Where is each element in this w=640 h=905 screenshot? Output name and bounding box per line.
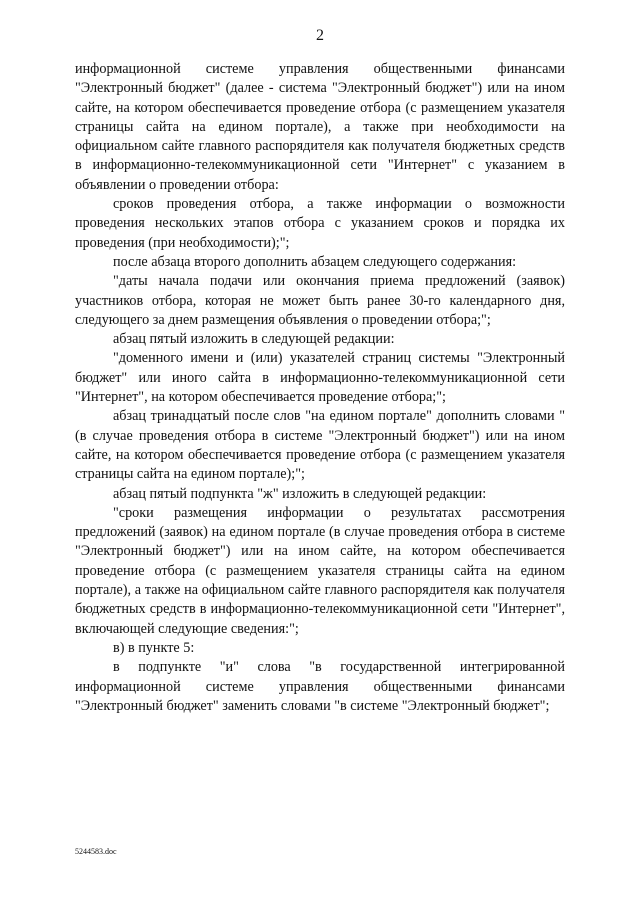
paragraph: абзац тринадцатый после слов "на едином портале" дополнить словами "(в случае проведения отбора в системе "Электронный бюджет") или на ином сайте, на котором обеспечивается проведение отбора (с размещением указателя страницы сайта на едином портале);"; xyxy=(75,408,565,483)
paragraph: сроков проведения отбора, а также информации о возможности проведения нескольких этапов отбора с указанием сроков и порядка их проведения (при необходимости);"; xyxy=(75,196,565,251)
document-code: 5244583.doc xyxy=(75,847,117,856)
paragraph: абзац пятый подпункта "ж" изложить в следующей редакции: xyxy=(113,485,487,502)
paragraph: информационной системе управления общественными финансами "Электронный бюджет" (далее - система "Электронный бюджет") или на ином сайте, на котором обеспечивается проведение отбора (с размещением указателя страницы сайта на едином портале), а также при необходимости на официальном сайте главного распорядителя как получателя бюджетных средств в информационно-телекоммуникационной сети "Интернет" с указанием в объявлении о проведении отбора: xyxy=(75,61,565,193)
paragraph: "сроки размещения информации о результатах рассмотрения предложений (заявок) на едином портале (в случае проведения отбора в системе "Электронный бюджет") или на ином сайте, на котором обеспечивается проведение отбора (с размещением указателя страницы сайта на едином портале), а также на официальном сайте главного распорядителя как получателя бюджетных средств в информационно-телекоммуникационной сети "Интернет", включающей следующие сведения:"; xyxy=(75,504,565,637)
paragraph: "доменного имени и (или) указателей страниц системы "Электронный бюджет" или иного сайта в информационно-телекоммуникационной сети "Интернет", на котором обеспечивается проведение отбора;"; xyxy=(75,350,565,406)
paragraph: в подпункте "и" слова "в государственной интегрированной информационной системе управления общественными финансами "Электронный бюджет" заменить словами "в системе "Электронный бюджет"; xyxy=(75,659,565,714)
page-number: 2 xyxy=(316,27,324,44)
document-body xyxy=(75,60,565,716)
paragraph: "даты начала подачи или окончания приема предложений (заявок) участников отбора, которая не может быть ранее 30-го календарного дня, следующего за днем размещения объявления о проведении отбора;"; xyxy=(75,273,565,328)
paragraph: в) в пункте 5: xyxy=(113,639,195,656)
paragraph: после абзаца второго дополнить абзацем следующего содержания: xyxy=(113,253,517,270)
paragraph: абзац пятый изложить в следующей редакции: xyxy=(113,331,395,348)
